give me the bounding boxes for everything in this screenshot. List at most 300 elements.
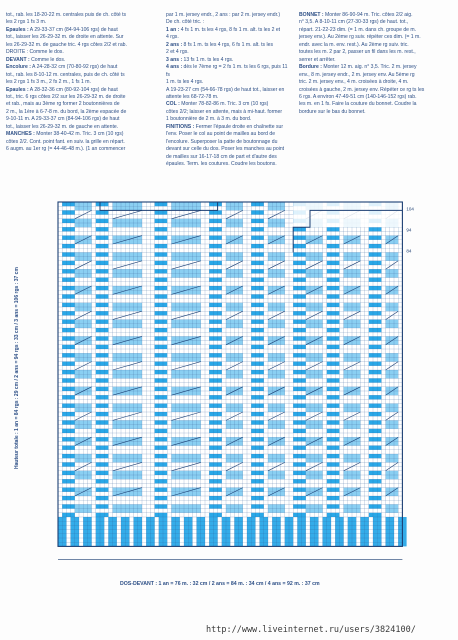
cable-block [62, 420, 75, 424]
motif-block [113, 441, 142, 445]
cable-block [155, 269, 168, 273]
instruction-text: A 29-33-37 cm (84-94-106 rgs) de haut tot., laisser les 26-29-32 m. de droite en attente. Sur les 26-29-32 m. de gauche tric. 4 rgs côtes 2/2 et rab. DROITE : Comme le dos. [6, 26, 127, 56]
motif-block [386, 273, 399, 277]
motif-block [171, 223, 200, 227]
cable-block [327, 269, 340, 273]
cable-block [327, 353, 340, 357]
instruction-heading: 3 ans : [166, 56, 183, 63]
motif-block [386, 252, 399, 256]
cable-block [293, 311, 306, 315]
cable-block [293, 462, 306, 466]
cable-block [293, 437, 306, 441]
cable-block [293, 227, 306, 231]
cable-block [155, 202, 168, 206]
motif-block [113, 206, 142, 210]
motif-block [171, 504, 200, 508]
cable-block [369, 504, 382, 508]
motif-block [386, 454, 399, 458]
cable-block [209, 294, 222, 298]
cable-block [369, 479, 382, 483]
cable-block [209, 210, 222, 214]
cable-block [155, 513, 168, 517]
motif-block [113, 492, 142, 496]
cable-block [251, 429, 264, 433]
cable-block [96, 261, 109, 265]
cable-block [293, 404, 306, 408]
cable-block [62, 462, 75, 466]
cable-block [251, 479, 264, 483]
cable-block [251, 412, 264, 416]
cable-block [293, 353, 306, 357]
cable-block [155, 303, 168, 307]
cable-block [251, 261, 264, 265]
cable-block [369, 252, 382, 256]
cable-block [327, 387, 340, 391]
cable-block [209, 252, 222, 256]
cable-block [96, 219, 109, 223]
instruction-text: Monter 86-90-94 m. Tric. côtes 2/2 aig. n° 3,5. A 8-10-11 cm (27-30-33 rgs) de haut. tot., répart. 21-22-23 dim. (= 1 m. dans ch. groupe de m. jersey env.). Au 2ème rg suiv. répéter ces dim. (= 1 m. endr. avec la m. env. rest.). Au 2ème rg suiv. tric. toutes les m. 2 par 2, passer un fil dans les m. rest., serrer et arrêter. [299, 12, 421, 63]
cable-block [251, 404, 264, 408]
cable-block [327, 370, 340, 374]
motif-block [171, 252, 200, 256]
cable-block [327, 412, 340, 416]
instruction-text: Comme le dos. [29, 56, 66, 63]
instruction-text: par 1 m. jersey endr., 2 ans : par 2 m. jersey endr.) De ch. côté tric. : [166, 12, 281, 26]
cable-block [327, 454, 340, 458]
motif-block [113, 374, 142, 378]
cable-block [155, 328, 168, 332]
motif-block [386, 504, 399, 508]
cable-block [251, 471, 264, 475]
cable-block [251, 446, 264, 450]
instruction-heading: Epaules : [6, 26, 29, 33]
cable-block [155, 496, 168, 500]
instruction-paragraph [6, 27, 158, 57]
motif-block [386, 290, 399, 294]
cable-block [369, 370, 382, 374]
instruction-paragraph [166, 27, 291, 42]
cable-block [251, 504, 264, 508]
cable-block [327, 261, 340, 265]
motif-block [113, 454, 142, 458]
cable-block [369, 303, 382, 307]
cable-block [96, 303, 109, 307]
cable-block [209, 420, 222, 424]
cable-block [251, 488, 264, 492]
cable-block [327, 446, 340, 450]
cable-block [327, 252, 340, 256]
motif-block [386, 387, 399, 391]
cable-block [96, 269, 109, 273]
motif-block [113, 475, 142, 479]
cable-block [293, 328, 306, 332]
motif-block [171, 408, 200, 412]
cable-block [209, 370, 222, 374]
motif-block [171, 509, 200, 513]
motif-block [171, 492, 200, 496]
cable-block [62, 496, 75, 500]
cable-block [62, 227, 75, 231]
cable-block [155, 429, 168, 433]
instruction-paragraph [299, 64, 447, 116]
motif-block [171, 290, 200, 294]
cable-block [155, 294, 168, 298]
instruction-text: Monter 78-82-86 m. Tric. 3 cm (10 rgs) côtes 2/2; laisser en attente, mais à mi-haut. former 1 boutonnière de 2 m. à 3 m. du bord. [166, 101, 283, 123]
source-url[interactable]: http://www.liveinternet.ru/users/3824100/ [206, 625, 416, 635]
cable-block [293, 278, 306, 282]
motif-block [386, 307, 399, 311]
cable-block [155, 462, 168, 466]
motif-block [171, 458, 200, 462]
motif-block [171, 341, 200, 345]
motif-block [171, 202, 200, 206]
instruction-heading: 1 an : [166, 26, 180, 33]
cable-block [62, 378, 75, 382]
cable-block [209, 462, 222, 466]
motif-block [113, 269, 142, 273]
cable-block [96, 227, 109, 231]
cable-block [251, 278, 264, 282]
motif-block [113, 240, 142, 244]
cable-block [209, 286, 222, 290]
motif-block [386, 488, 399, 492]
cable-block [155, 395, 168, 399]
motif-block [113, 353, 142, 357]
instruction-heading: FINITIONS : [166, 123, 195, 130]
cable-block [96, 504, 109, 508]
motif-block [113, 391, 142, 395]
cable-block [327, 311, 340, 315]
cable-block [155, 252, 168, 256]
motif-block [386, 471, 399, 475]
instruction-paragraph [166, 12, 291, 27]
cable-block [369, 513, 382, 517]
cable-block [209, 227, 222, 231]
instruction-text: A 24-28-32 cm (70-80-92 rgs) de haut tot., rab. les 8-10-12 m. centrales, puis de ch. côté ts les 2 rgs 1 fs 3 m., 2 fs 2 m., 1 fs 1 m. [6, 64, 125, 86]
cable-block [96, 395, 109, 399]
cable-block [209, 202, 222, 206]
cable-block [96, 336, 109, 340]
cable-block [209, 303, 222, 307]
motif-block [386, 320, 399, 324]
cable-block [369, 420, 382, 424]
motif-block [171, 374, 200, 378]
cable-block [209, 496, 222, 500]
motif-block [386, 240, 399, 244]
motif-block [386, 353, 399, 357]
cable-block [96, 404, 109, 408]
cable-block [369, 311, 382, 315]
cable-block [62, 219, 75, 223]
cable-block [96, 202, 109, 206]
cable-block [155, 446, 168, 450]
cable-block [62, 513, 75, 517]
cable-block [62, 269, 75, 273]
cable-block [251, 227, 264, 231]
cable-block [96, 462, 109, 466]
cable-block [209, 236, 222, 240]
cable-block [251, 370, 264, 374]
motif-block [386, 425, 399, 429]
cable-block [155, 488, 168, 492]
motif-block [113, 252, 142, 256]
cable-block [96, 320, 109, 324]
instruction-paragraph [6, 12, 158, 27]
cable-block [251, 294, 264, 298]
motif-block [386, 236, 399, 240]
cable-block [369, 404, 382, 408]
cable-block [96, 294, 109, 298]
cable-block [293, 303, 306, 307]
cable-block [155, 336, 168, 340]
cable-block [293, 252, 306, 256]
cable-block [369, 429, 382, 433]
cable-block [251, 454, 264, 458]
cable-block [251, 244, 264, 248]
motif-block [386, 269, 399, 273]
instruction-paragraph [166, 57, 291, 64]
cable-block [369, 488, 382, 492]
cable-block [96, 378, 109, 382]
cable-block [62, 294, 75, 298]
cable-block [96, 488, 109, 492]
cable-block [327, 328, 340, 332]
cable-block [293, 395, 306, 399]
cable-block [62, 454, 75, 458]
instruction-text: A 28-32-36 cm (80-92-104 rgs) de haut tot., tric. 6 rgs côtes 2/2 sur les 26-29-32 m. de droite et rab., mais au 3ème rg former 2 boutonnières de 2 m., la 1ère à 6-7-8 m. du bord, la 2ème espacée de 9-10-11 m. A 29-33-37 cm (84-94-106 rgs) de haut tot., laisser les 26-29-32 m. de gauche en attente. [6, 86, 127, 130]
cable-block [293, 269, 306, 273]
cable-block [209, 311, 222, 315]
motif-block [113, 324, 142, 328]
cable-block [209, 219, 222, 223]
cable-block [327, 303, 340, 307]
cable-block [209, 479, 222, 483]
cable-block [209, 278, 222, 282]
cable-block [251, 420, 264, 424]
cable-block [96, 345, 109, 349]
motif-block [171, 475, 200, 479]
cable-block [155, 227, 168, 231]
motif-block [113, 458, 142, 462]
cable-block [293, 387, 306, 391]
motif-block [171, 488, 200, 492]
motif-block [171, 336, 200, 340]
cable-block [96, 387, 109, 391]
cable-block [96, 236, 109, 240]
instruction-paragraph [166, 101, 291, 123]
cable-block [209, 504, 222, 508]
motif-block [386, 475, 399, 479]
cable-block [327, 420, 340, 424]
motif-block [386, 509, 399, 513]
motif-block [171, 353, 200, 357]
motif-block [113, 488, 142, 492]
cable-block [209, 328, 222, 332]
cable-block [96, 362, 109, 366]
cable-block [209, 261, 222, 265]
cable-block [369, 353, 382, 357]
cable-block [96, 446, 109, 450]
cable-block [155, 437, 168, 441]
instruction-text: dès le 7ème rg = 2 fs 1 m. ts les 6 rgs, puis 11 fs 1 m. ts les 4 rgs. [166, 64, 288, 86]
cable-block [62, 311, 75, 315]
cable-block [251, 336, 264, 340]
cable-block [96, 311, 109, 315]
motif-block [171, 286, 200, 290]
instruction-heading: MANCHES : [6, 131, 35, 138]
motif-block [113, 273, 142, 277]
motif-block [113, 357, 142, 361]
instruction-paragraph [166, 42, 291, 57]
cable-block [155, 420, 168, 424]
cable-block [96, 353, 109, 357]
cable-block [62, 286, 75, 290]
cable-block [62, 353, 75, 357]
cable-block [327, 362, 340, 366]
instruction-paragraph [6, 131, 158, 153]
cable-block [369, 454, 382, 458]
cable-block [251, 362, 264, 366]
cable-block [209, 446, 222, 450]
cable-block [62, 345, 75, 349]
motif-block [113, 420, 142, 424]
cable-block [369, 269, 382, 273]
cable-block [251, 496, 264, 500]
cable-block [251, 286, 264, 290]
cable-block [251, 353, 264, 357]
cable-block [155, 286, 168, 290]
cable-block [62, 437, 75, 441]
cable-block [209, 362, 222, 366]
cable-block [62, 328, 75, 332]
instruction-text: A 19-23-27 cm (54-66-78 rgs) de haut tot., laisser en attente les 68-72-78 m. [166, 86, 285, 100]
cable-block [209, 320, 222, 324]
cable-block [293, 236, 306, 240]
cable-block [155, 320, 168, 324]
cable-block [62, 261, 75, 265]
cable-block [293, 244, 306, 248]
motif-block [171, 370, 200, 374]
cable-block [209, 454, 222, 458]
cable-block [96, 328, 109, 332]
cable-block [251, 320, 264, 324]
cable-block [293, 471, 306, 475]
cable-block [327, 395, 340, 399]
cable-block [369, 412, 382, 416]
knitting-chart-grid [58, 202, 418, 552]
cable-block [209, 404, 222, 408]
motif-block [386, 420, 399, 424]
cable-block [327, 320, 340, 324]
cable-block [155, 412, 168, 416]
cable-block [369, 328, 382, 332]
cable-block [369, 378, 382, 382]
motif-block [171, 425, 200, 429]
motif-block [171, 387, 200, 391]
motif-block [386, 408, 399, 412]
motif-block [113, 425, 142, 429]
cable-block [327, 488, 340, 492]
motif-block [386, 404, 399, 408]
cable-block [62, 210, 75, 214]
cable-block [251, 345, 264, 349]
cable-block [369, 362, 382, 366]
motif-block [113, 303, 142, 307]
cable-block [62, 336, 75, 340]
cable-block [293, 362, 306, 366]
motif-block [171, 307, 200, 311]
motif-block [171, 257, 200, 261]
cable-block [209, 395, 222, 399]
cable-block [251, 311, 264, 315]
cable-block [327, 471, 340, 475]
cable-block [155, 353, 168, 357]
cable-block [209, 378, 222, 382]
cable-block [369, 387, 382, 391]
cable-block [327, 504, 340, 508]
cable-block [155, 378, 168, 382]
cable-block [155, 244, 168, 248]
cable-block [369, 244, 382, 248]
instruction-heading: 2 ans : [166, 41, 183, 48]
motif-block [171, 471, 200, 475]
motif-block [113, 437, 142, 441]
motif-block [386, 437, 399, 441]
instructions-column-right [299, 12, 447, 116]
motif-block [386, 324, 399, 328]
cable-block [293, 320, 306, 324]
cable-block [327, 286, 340, 290]
cable-block [369, 278, 382, 282]
cable-block [62, 404, 75, 408]
cable-block [293, 504, 306, 508]
cable-block [369, 261, 382, 265]
instruction-text: Monter 12 m. aig. n° 3,5. Tric. 2 m. jersey env., 8 m. jersey endr., 2 m. jersey env. Au 5ème rg tric. 2 m. jersey env., 4 m. croisées à droite, 4 m. croisées à gauche, 2 m. jersey env. Répéter ce rg ts les 6 rgs. A environ 47-49-51 cm (140-146-152 rgs) rab. les m. en 1 fs. Faire la couture du bonnet. Coudre la bordure sur le bas du bonnet. [299, 64, 425, 115]
cable-block [96, 496, 109, 500]
cable-block [369, 320, 382, 324]
cable-block [62, 479, 75, 483]
cable-block [209, 429, 222, 433]
cable-block [293, 446, 306, 450]
motif-block [113, 219, 142, 223]
motif-block [113, 509, 142, 513]
motif-block [386, 391, 399, 395]
motif-block [113, 408, 142, 412]
cable-block [62, 471, 75, 475]
cable-block [96, 437, 109, 441]
motif-block [171, 303, 200, 307]
cable-block [369, 236, 382, 240]
cable-block [155, 345, 168, 349]
cable-block [251, 303, 264, 307]
cable-block [327, 437, 340, 441]
instruction-heading: Bordure : [299, 64, 322, 71]
cable-block [62, 303, 75, 307]
cable-block [327, 462, 340, 466]
motif-block [113, 320, 142, 324]
instruction-heading: BONNET : [299, 12, 324, 18]
motif-block [386, 492, 399, 496]
instructions-column-middle [166, 12, 291, 169]
cable-block [327, 294, 340, 298]
cable-block [327, 429, 340, 433]
cable-block [293, 370, 306, 374]
cable-block [293, 420, 306, 424]
instruction-paragraph [166, 124, 291, 169]
row-marker-label: 94 [406, 227, 412, 233]
cable-block [293, 378, 306, 382]
motif-block [386, 303, 399, 307]
